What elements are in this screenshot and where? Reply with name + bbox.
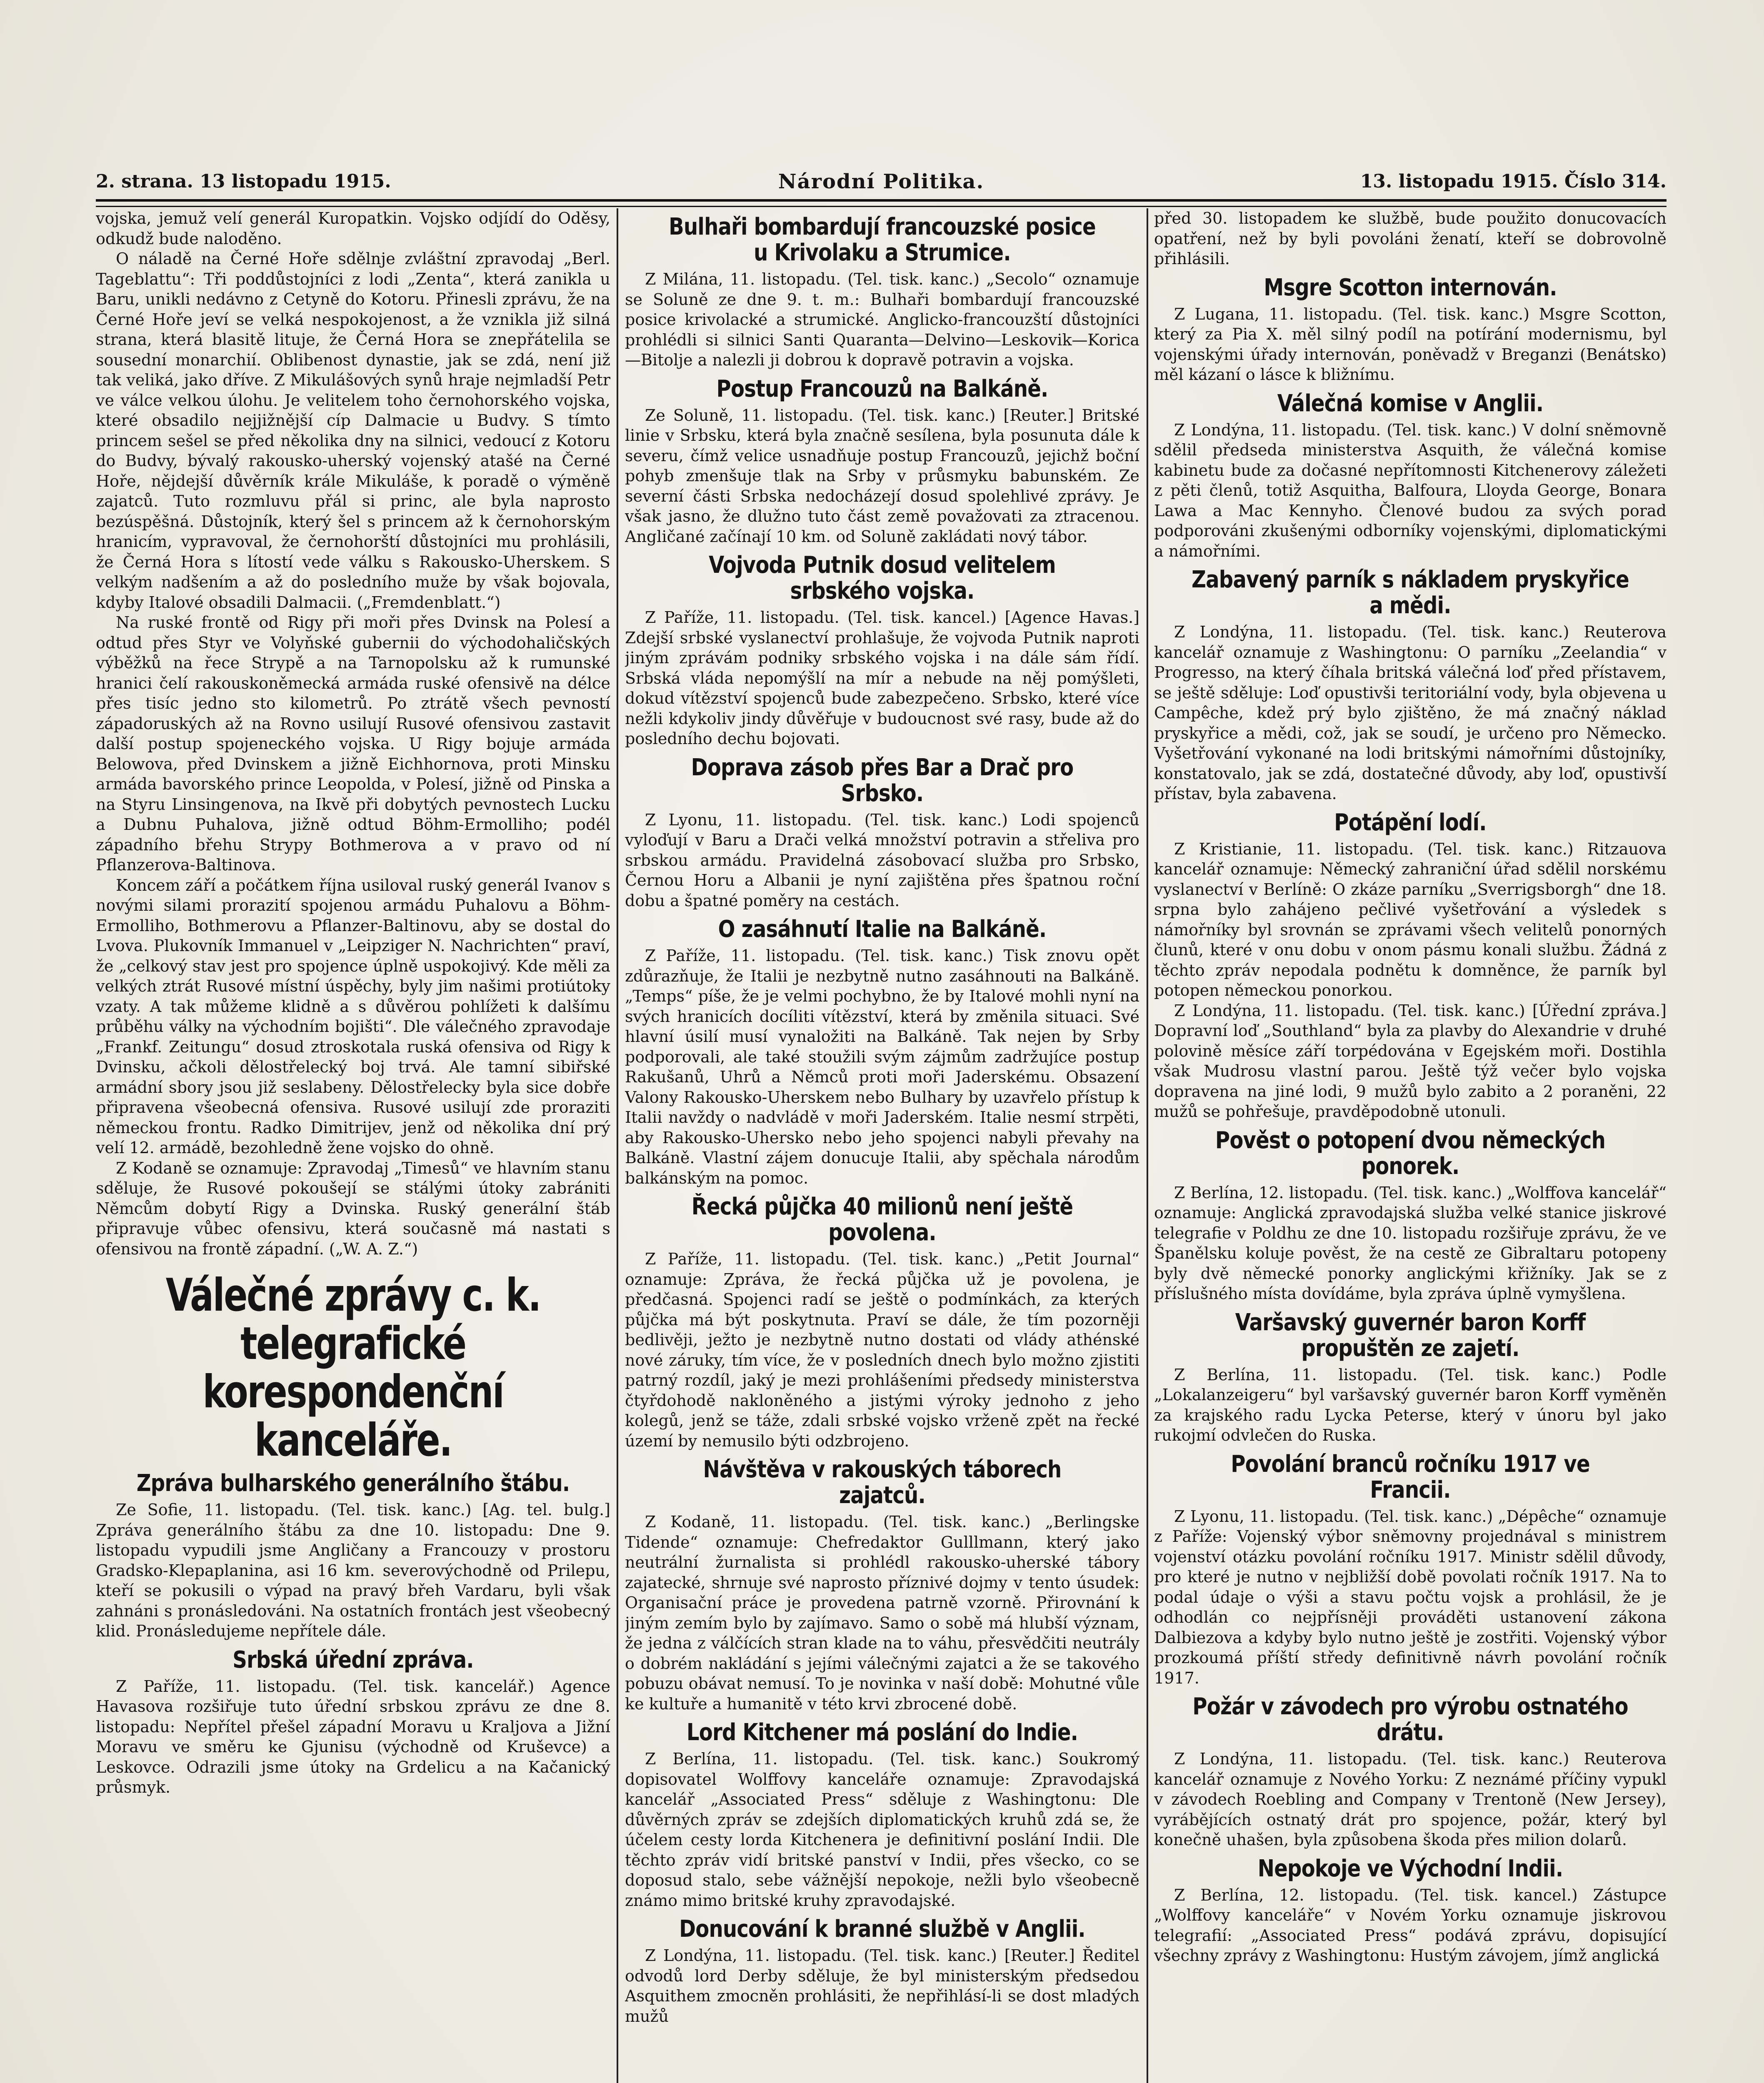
article-text: vojska, jemuž velí generál Kuropatkin. Vojsko odjídí do Oděsy, odkudž bude naloděno. bbox=[96, 209, 610, 248]
article-text: Z Londýna, 11. listopadu. (Tel. tisk. kanc.) Reuterova kancelář oznamuje z Washingtonu: O parníku „Zeelandia“ v Progresso, na který číhala britská válečná loď před přístavem, se ještě sděluje: Loď opustivši teritoriální vody, byla objevena u Campêche, kdež prý bylo zjištěno, že má značný náklad pryskyřice a mědi, což, jak se soudí, je určeno pro Německo. Vyšetřování vykonané na lodi britskými námořními důstojníky, konstatovalo, jak se zdá, dostatečné důvody, aby loď, opustivší přístav, byla zabavena. bbox=[1154, 623, 1667, 803]
header-right: 13. listopadu 1915. Číslo 314. bbox=[1360, 171, 1667, 192]
article-text: Koncem září a počátkem října usiloval ruský generál Ivanov s novými silami prorazití spojenou armádu Puhalovu a Böhm-Ermolliho, Bothmerovu a Pflanzer-Baltinovu, aby se dostal do Lvova. Plukovník Immanuel v „Leipziger N. Nachrichten“ praví, že „celkový stav jest pro spojence úplně uspokojivý. Kde měli za velkých ztrát Rusové místní úspěchy, byly jim našimi protiútoky vzaty. A tak můžeme klidně a s důvěrou pohlížeti k dalšímu průběhu války na východním bojišti“. Dle válečného zpravodaje „Frankf. Zeitungu“ dosud ztroskotala ruská ofensiva od Rigy k Dvinsku, ačkoli dělostřelecký boj trvá. Ale tamní sibiřské armádní sbory jsou již seslabeny. Dělostřelecky byla sice dobře připravena všeobecná ofensiva. Rusové usilují zde proraziti německou frontu. Radko Dimitrijev, jenž od několika dní prý velí 12. armádě, bezohledně žene vojsko do ohně. bbox=[96, 876, 610, 1157]
article-text: před 30. listopadem ke službě, bude použito donucovacích opatření, než by byli povoláni ženatí, kteří se dobrovolně přihlásili. bbox=[1154, 209, 1667, 268]
headline: Návštěva v rakouských táborech zajatců. bbox=[703, 1456, 1062, 1509]
headline: Potápění lodí. bbox=[1334, 809, 1487, 836]
article-text: Z Paříže, 11. listopadu. (Tel. tisk. kanc.) „Petit Journal“ oznamuje: Zpráva, že řecká půjčka už je povolena, je předčasná. Spojenci radí se ještě o podmínkách, za kterých půjčka má být poskytnuta. Praví se dále, že tím pozorněji bedlivěji, ježto je nezbytně nutno dostati od vlády athénské nové záruky, tím více, že v posledních dnech bylo možno zjistiti patrný rozdíl, jaký je mezi prohlášeními předsedy ministerstva čtyřdohodě nakloněného a jistými výroky jednoho z jeho kolegů, jenž se táže, zdali srbské vojsko vrženě zpět na řecké území by nemusilo býti odzbrojeno. bbox=[625, 1250, 1139, 1450]
headline: Bulhaři bombardují francouzské posice u Krivolaku a Strumice. bbox=[669, 213, 1096, 266]
article-text: Z Berlína, 11. listopadu. (Tel. tisk. kanc.) Podle „Lokalanzeigeru“ byl varšavský guvernér baron Korff vyměněn za krajského radu Lycka Peterse, který v únoru byl jako rukojmí odvlečen do Ruska. bbox=[1154, 1365, 1667, 1444]
headline: Pověst o potopení dvou německých ponorek. bbox=[1215, 1126, 1606, 1180]
article-text: Z Londýna, 11. listopadu. (Tel. tisk. kanc.) [Úřední zpráva.] Dopravní loď „Southland“ byla za plavby do Alexandrie v druhé polovině měsíce září torpédována v Egejském moři. Dostihla však Mudrosu vlastní parou. Ještě týž večer bylo vojska dopravena na jiné lodi, 9 mužů bylo zabito a 2 poraněni, 22 mužů se pohřešuje, pravděpodobně utonuli. bbox=[1154, 1001, 1667, 1121]
article-text: Z Lugana, 11. listopadu. (Tel. tisk. kanc.) Msgre Scotton, který za Pia X. měl silný podíl na potírání modernismu, byl vojenskými úřady internován, poněvadž v Breganzi (Benátsko) měl kázaní o lásce k bližnímu. bbox=[1154, 305, 1667, 384]
article-text: Na ruské frontě od Rigy při moři přes Dvinsk na Polesí a odtud přes Styr ve Volyňské gubernii do východohaličských výběžků na řece Strypě a na Tarnopolsku až k rumunské hranici čelí rakouskoněmecká armáda ruské ofensivě na délce přes tisíc jedno sto kilometrů. Po ztrátě všech pevností západoruských až na Rovno usilují Rusové ofensivou zastavit další postup spojeneckého vojska. U Rigy bojuje armáda Belowova, před Dvinskem a jižně Eichhornova, proti Minsku armáda bavorského prince Leopolda, v Polesí, jižně od Pinska a na Styru Linsingenova, na Ikvě při dobytých pevnostech Lucku a Dubnu Puhalova, jižně odtud Böhm-Ermolliho; podél západního břehu Strypy Bothmerova a v pravo od ní Pflanzerova-Baltinova. bbox=[96, 613, 610, 874]
headline: O zasáhnutí Italie na Balkáně. bbox=[718, 916, 1047, 943]
article-text: Z Londýna, 11. listopadu. (Tel. tisk. kanc.) V dolní sněmovně sdělil předseda ministerstva Asquith, že válečná komise kabinetu bude za dočasné nepřítomnosti Kitchenerovy záležeti z pěti členů, totiž Asquitha, Balfoura, Lloyda George, Bonara Lawa a Mac Kennyho. Členové budou za svých porad podporováni zkušenými odborníky vojenskými, diplomatickými a námořními. bbox=[1154, 420, 1667, 560]
article-text: Z Londýna, 11. listopadu. (Tel. tisk. kanc.) [Reuter.] Ředitel odvodů lord Derby sděluje, že byl ministerským předsedou Asquithem zmocněn prohlásiti, že nepřihlásí-li se dost mladých mužů bbox=[625, 1946, 1139, 2026]
page-header bbox=[96, 167, 1667, 196]
article-text: O náladě na Černé Hoře sdělnje zvláštní zpravodaj „Berl. Tageblattu“: Tři poddůstojníci z lodi „Zenta“, která zanikla u Baru, unikli nedávno z Cetyně do Kotoru. Přinesli zprávu, že na Černé Hoře jeví se velká nespokojenost, a že vznikla již silná strana, která blasitě lituje, že Černá Hora se znepřátelila se sousední monarchií. Oblibenost dynastie, jak se zdá, není již tak veliká, jako dříve. Z Mikulášových synů hraje nejmladší Petr ve válce velkou úlohu. Je velitelem toho černohorského vojska, které obsadilo nejjižnější cíp Dalmacie u Budvy. S tímto princem sešel se před několika dny na silnici, vedoucí z Kotoru do Budvy, bývalý rakousko-uherský vojenský atašé na Černé Hoře, nějdejší důvěrník krále Mikuláše, k poradě o výměně zajatců. Tuto rozmluvu přál si princ, ale byla naprosto bezúspěšná. Důstojník, který šel s princem až k černohorským hranicím, vypravoval, že černohorští důstojníci mu prohlásili, že Černá Hora s lítostí vede válku s Rakousko-Uherskem. S velkým nadšením a až do posledního muže by však bojovala, kdyby Italové obsadili Dalmacii. („Fremdenblatt.“) bbox=[96, 250, 610, 612]
header-left: 2. strana. 13 listopadu 1915. bbox=[96, 171, 391, 192]
column-rule-2 bbox=[1147, 208, 1148, 2083]
column-1 bbox=[96, 208, 610, 2083]
headline: Zpráva bulharského generálního štábu. bbox=[136, 1470, 570, 1497]
headline: Vojvoda Putnik dosud velitelem srbského vojska. bbox=[709, 552, 1056, 604]
article-text: Z Berlína, 11. listopadu. (Tel. tisk. kanc.) Soukromý dopisovatel Wolffovy kanceláře oznamuje: Zpravodajská kancelář „Associated Press“ sděluje z Washingtonu: Dle důvěrných zpráv se zdejších diplomatických kruhů zdá se, že účelem cesty lorda Kitchenera je definitivní poslání Indii. Dle těchto zpráv vidí britské panství v Indii, přes všecko, co se doposud stalo, sebe vážnější nepokoje, nežli bylo všeobecně známo mimo britské kruhy zpravodajské. bbox=[625, 1750, 1139, 1910]
article-text: Z Kristianie, 11. listopadu. (Tel. tisk. kanc.) Ritzauova kancelář oznamuje: Německý zahraniční úřad sdělil norskému vyslanectví v Berlíně: O zkáze parníku „Sverrigsborgh“ dne 18. srpna bylo zahájeno pečlivé vyšetřování a výsledek s námořníky byl srovnán se zprávami všech velitelů ponorných člunů, které v onu dobu v onom pásmu konali službu. Žádná z těchto zpráv nepodala podnětu k domněnce, že parník byl potopen německou ponorkou. bbox=[1154, 839, 1667, 999]
headline: Válečná komise v Anglii. bbox=[1277, 390, 1544, 417]
column-rule-1 bbox=[617, 208, 618, 2083]
article-text: Z Kodaně se oznamuje: Zpravodaj „Timesů“ ve hlavním stanu sděluje, že Rusové pokoušejí se stálými útoky zabrániti Němcům dobytí Rigy a Dvinska. Ruský generální štáb připravuje vůbec ofensivu, která současně má nastati s ofensivou na frontě západní. („W. A. Z.“) bbox=[96, 1159, 610, 1258]
headline: Zabavený parník s nákladem pryskyřice a mědi. bbox=[1192, 566, 1629, 619]
article-text: Ze Sofie, 11. listopadu. (Tel. tisk. kanc.) [Ag. tel. bulg.] Zpráva generálního štábu za dne 10. listopadu: Dne 9. listopadu vypudili jsme Angličany a Francouzy v prostoru Gradsko-Klepaplanina, asi 16 km. severovýchodně od Prilepu, kteří se pokusili o výpad na pravý břeh Vardaru, byli však zahnáni s pronásledováni. Na ostatních frontách jest všeobecný klid. Pronásledujeme nepřítele dále. bbox=[96, 1501, 610, 1640]
headline: Msgre Scotton internován. bbox=[1264, 274, 1557, 301]
article-text: Ze Soluně, 11. listopadu. (Tel. tisk. kanc.) [Reuter.] Britské linie v Srbsku, která byla značně sesílena, byla posunuta dále k severu, čímž velice usnadňuje postup Francouzů, jejichž boční pohyb zmenšuje tlak na Srby v průsmyku babunském. Ze severní části Srbska nedocházejí dosud spolehlivé zprávy. Je však jasno, že dlužno tuto část země považovati za ztracenou. Angličané začínají 10 km. od Soluně zakládati nový tábor. bbox=[625, 406, 1139, 546]
headline: Donucování k branné službě v Anglii. bbox=[679, 1916, 1085, 1943]
article-text: Z Berlína, 12. listopadu. (Tel. tisk. kanc.) „Wolffova kancelář“ oznamuje: Anglická zpravodajská služba velké stanice jiskrové telegrafie v Poldhu ze dne 10. listopadu rozšiřuje zprávu, že ve Španělsku koluje pověst, že na cestě ze Gibraltaru potopeny byly dvě německé ponorky anglickými křižníky. Jak se z příslušného místa dovídáme, byla zpráva úplně vymyšlena. bbox=[1154, 1183, 1667, 1303]
headline: Varšavský guvernér baron Korff propuštěn ze zajetí. bbox=[1235, 1309, 1586, 1362]
column-2 bbox=[625, 208, 1139, 2083]
headline: Povolání branců ročníku 1917 ve Francii. bbox=[1231, 1450, 1590, 1504]
headline: Lord Kitchener má poslání do Indie. bbox=[686, 1719, 1078, 1746]
headline: Srbská úřední zpráva. bbox=[232, 1646, 474, 1673]
article-text: Z Berlína, 12. listopadu. (Tel. tisk. kancel.) Zástupce „Wolffovy kanceláře“ v Novém Yorku oznamuje jiskrovou telegrafií: „Associated Press“ podává zprávu, dopisující všechny zprávy z Washingtonu: Hustým závojem, jímž anglická bbox=[1154, 1886, 1667, 1965]
article-text: Z Milána, 11. listopadu. (Tel. tisk. kanc.) „Secolo“ oznamuje se Soluně ze dne 9. t. m.: Bulhaři bombardují francouzské posice krivolacké a strumické. Anglicko-francouzští důstojníci prohlédli si silnici Santi Quaranta—Delvino—Leskovik—Korica—Bitolje a nalezli ji dobrou k dopravě potravin a vojska. bbox=[625, 270, 1139, 369]
headline: Postup Francouzů na Balkáně. bbox=[716, 375, 1048, 402]
header-rule bbox=[96, 199, 1667, 207]
article-text: Z Londýna, 11. listopadu. (Tel. tisk. kanc.) Reuterova kancelář oznamuje z Nového Yorku: Z neznámé příčiny vypukl v závodech Roebling and Company v Trentoně (New Jersey), vyrábějících ostnatý drát pro spojence, požár, který byl konečně uhašen, byla způsobena škoda přes milion dolarů. bbox=[1154, 1750, 1667, 1849]
headline: Požár v závodech pro výrobu ostnatého drátu. bbox=[1192, 1693, 1628, 1746]
headline: Řecká půjčka 40 milionů není ještě povolena. bbox=[691, 1193, 1073, 1246]
column-3 bbox=[1154, 208, 1667, 2083]
article-text: Z Lyonu, 11. listopadu. (Tel. tisk. kanc.) „Dépêche“ oznamuje z Paříže: Vojenský výbor sněmovny projednával s ministrem vojenství otázku povolání ročníku 1917. Ministr sdělil důvody, pro které je nutno v nejbližší době povolati ročník 1917. Na to podal údaje o výši a stavu počtu vojsk a prohlásil, že je odhodlán co nejpřísněji prováděti ustanovení zákona Dalbiezova a kdyby bylo nutno ještě je zostřiti. Vojenský výbor prozkoumá příští středy definitivně návrh povolání ročník 1917. bbox=[1154, 1507, 1667, 1687]
headline: Doprava zásob přes Bar a Drač pro Srbsko. bbox=[691, 754, 1074, 807]
article-text: Z Lyonu, 11. listopadu. (Tel. tisk. kanc.) Lodi spojenců vyloďují v Baru a Drači velká množství potravin a střeliva pro srbskou armádu. Pravidelná zásobovací služba pro Srbsko, Černou Horu a Albanii je nyní zajištěna přes špatnou roční dobu a špatné poměry na cestách. bbox=[625, 810, 1139, 910]
article-text: Z Paříže, 11. listopadu. (Tel. tisk. kanc.) Tisk znovu opět zdůrazňuje, že Italii je nezbytně nutno zasáhnouti na Balkáně. „Temps“ píše, že je velmi pochybno, že by Italové mohli nyní na svých hranicích docíliti vítězství, která by změnila situaci. Své hlavní úsilí musí vynaložiti na Balkáně. Tak nejen by Srby podporovali, ale také stoužili svým zájmům zadržujíce postup Rakušanů, Uhrů a Němců proti moři Jaderskému. Obsazení Valony Rakousko-Uherskem nebo Bulhary by uzavřelo přístup k Italii navždy o nadvládě v moři Jaderském. Italie nesmí strpěti, aby Rakousko-Uhersko nebo jeho spojenci nabyli převahy na Balkáně. Vlastní zájem donucuje Italii, aby spěchala národům balkánským na pomoc. bbox=[625, 947, 1139, 1187]
headline: Nepokoje ve Východní Indii. bbox=[1257, 1855, 1563, 1882]
article-text: Z Paříže, 11. listopadu. (Tel. tisk. kancelář.) Agence Havasova rozšiřuje tuto úřední srbskou zprávu ze dne 8. listopadu: Nepřítel přešel západní Moravu u Kraljova a Jižní Moravu ve směru ke Gjunisu (východně od Kruševce) a Leskovce. Odrazili jsme útoky na Grdelicu a na Kačanický průsmyk. bbox=[96, 1677, 610, 1796]
article-text: Z Paříže, 11. listopadu. (Tel. tisk. kancel.) [Agence Havas.] Zdejší srbské vyslanectví prohlašuje, že vojvoda Putnik naproti jiným zprávám podniky srbského vojska i na dále sám řídí. Srbská vláda nepomýšlí na mír a nebude na něj pomýšleti, dokud vítězství spojenců bude zabezpečeno. Srbsko, které více nežli kdykoliv jindy důvěřuje v budoucnost své rasy, bude až do posledního dechu bojovati. bbox=[625, 608, 1139, 748]
article-text: Z Kodaně, 11. listopadu. (Tel. tisk. kanc.) „Berlingske Tidende“ oznamuje: Chefredaktor Gulllmann, který jako neutrální žurnalista si prohlédl rakousko-uherské tábory zajatecké, shrnuje své naprosto příznivé dojmy v tento úsudek: Organisační práce je provedena patrně vzorně. Přirovnání k jiným zemím bylo by zajímavo. Samo o sobě má hlubší význam, že jedna z válčících stran klade na to váhu, přesvědčiti neutrály o dobrém nakládání s jejími válečnými zajatci a že se takového pobuzu obávat nemusí. To je novinka v naší době: Mohutné vůle ke kultuře a humanitě v této krvi zbrocené době. bbox=[625, 1513, 1139, 1713]
section-headline: Válečné zprávy c. k. telegrafické korespondenční kanceláře. bbox=[165, 1269, 541, 1466]
masthead: Národní Politika. bbox=[778, 170, 984, 193]
